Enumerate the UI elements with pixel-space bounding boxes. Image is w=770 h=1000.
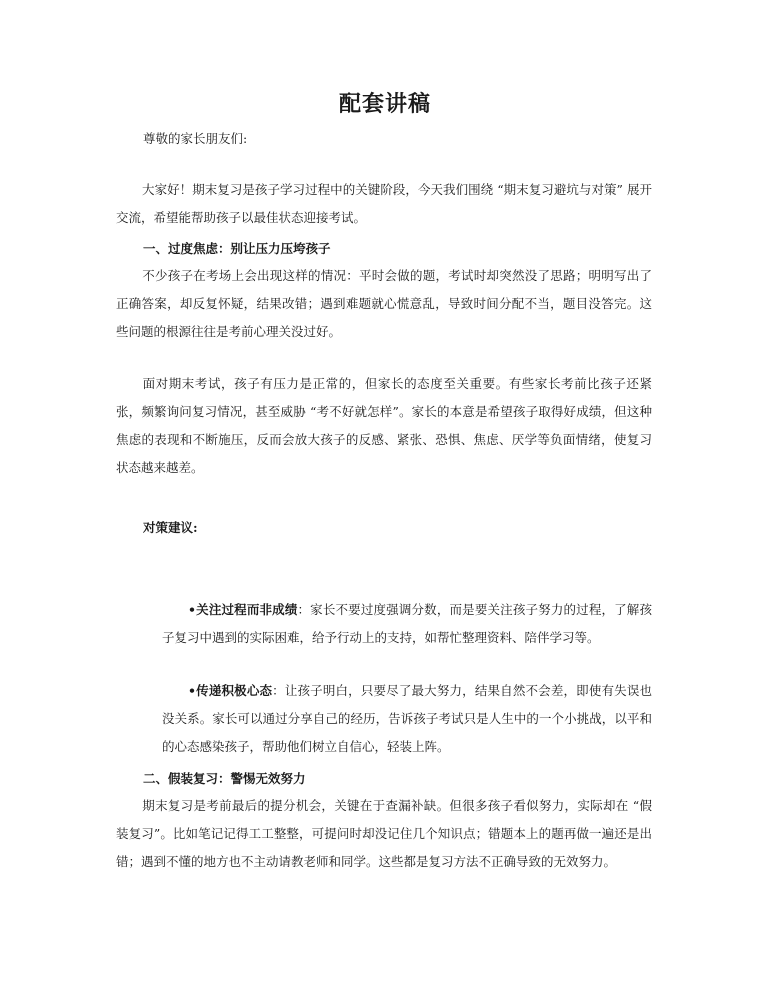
bullet-text: ：让孩子明白，只要尽了最大努力，结果自然不会差，即使有失误也没关系。家长可以通过分享自己的经历，告诉孩子考试只是人生中的一个小挑战，以平和的心态感染孩子，帮助他们树立自信心，轻装上阵。 <box>162 683 652 754</box>
advice-heading: 对策建议: <box>143 520 198 535</box>
section1-paragraph-1-text: 不少孩子在考场上会出现这样的情况：平时会做的题，考试时却突然没了思路；明明写出了正确答案，却反复怀疑，结果改错；遇到难题就心慌意乱，导致时间分配不当，题目没答完。这些问题的根源往往是考前心理关没过好。 <box>116 268 652 339</box>
bullet-dot-icon: • <box>188 602 196 617</box>
section1-paragraph-2-text: 面对期末考试，孩子有压力是正常的，但家长的态度至关重要。有些家长考前比孩子还紧张，频繁询问复习情况，甚至威胁 “考不好就怎样”。家长的本意是希望孩子取得好成绩，但这种焦虑的表现和不断施压，反而会放大孩子的反感、紧张、恐惧、焦虑、厌学等负面情绪，使复习状态越来越差。 <box>116 376 652 475</box>
bullet-dot-icon: • <box>188 683 196 698</box>
section2-heading: 二、假装复习：警惕无效努力 <box>143 771 306 786</box>
bullet-text: ：家长不要过度强调分数，而是要关注孩子努力的过程，了解孩子复习中遇到的实际困难，给予行动上的支持，如帮忙整理资料、陪伴学习等。 <box>162 602 652 645</box>
section1-paragraph-2 <box>116 370 652 482</box>
section1-heading: 一、过度焦虑：别让压力压垮孩子 <box>143 241 331 256</box>
intro-text: 大家好！期末复习是孩子学习过程中的关键阶段，今天我们围绕 “期末复习避坑与对策” 展开交流，希望能帮助孩子以最佳状态迎接考试。 <box>116 182 652 225</box>
intro-paragraph <box>116 176 652 232</box>
bullet-label: 传递积极心态 <box>196 683 273 698</box>
page-title: 配套讲稿 <box>338 91 431 117</box>
bullet-label: 关注过程而非成绩 <box>196 602 298 617</box>
section2-paragraph-1 <box>116 792 652 876</box>
section1-paragraph-1 <box>116 262 652 346</box>
salutation: 尊敬的家长朋友们: <box>143 131 248 146</box>
advice-bullet-1 <box>162 596 652 652</box>
section2-paragraph-1-text: 期末复习是考前最后的提分机会，关键在于查漏补缺。但很多孩子看似努力，实际却在 “假装复习”。比如笔记记得工工整整，可提问时却没记住几个知识点；错题本上的题再做一遍还是出错；遇到不懂的地方也不主动请教老师和同学。这些都是复习方法不正确导致的无效努力。 <box>116 798 652 869</box>
advice-bullet-2 <box>162 677 652 761</box>
